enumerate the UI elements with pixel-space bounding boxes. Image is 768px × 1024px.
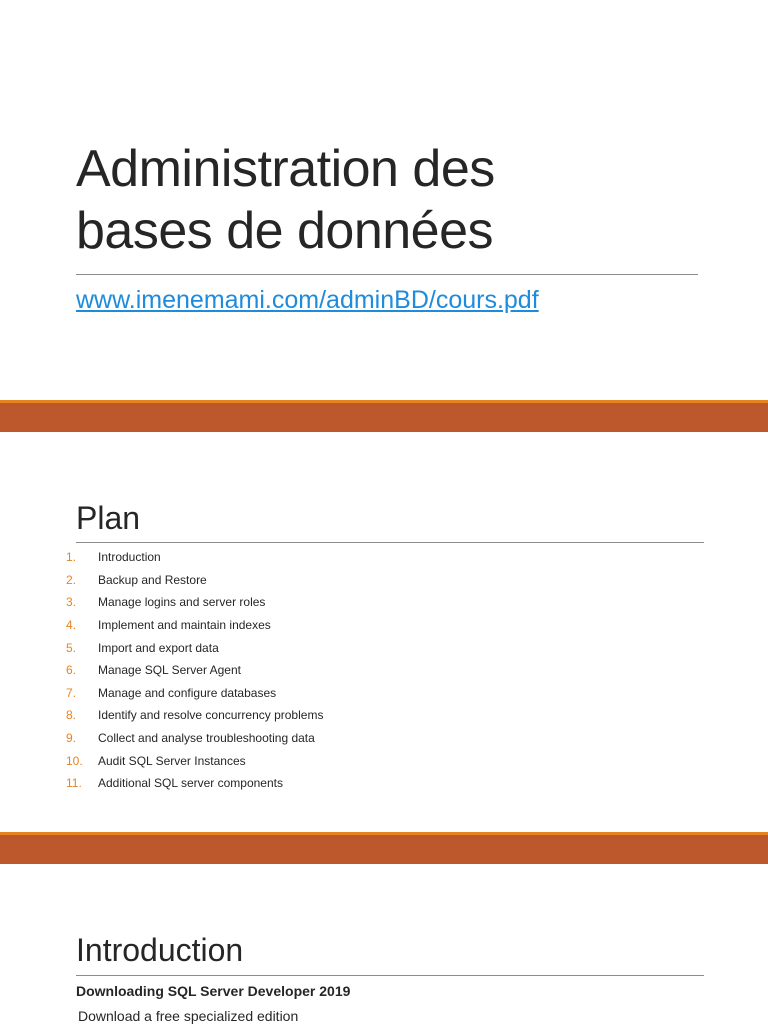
plan-item-number: 8.: [66, 708, 77, 723]
plan-item-label: Manage logins and server roles: [98, 595, 266, 610]
plan-item-number: 3.: [66, 595, 77, 610]
download-description: Download a free specialized edition: [78, 1008, 299, 1024]
title-slide: [0, 0, 768, 400]
slide-separator-band: [0, 400, 768, 432]
plan-item-number: 5.: [66, 640, 77, 655]
presentation-title: [76, 138, 495, 262]
plan-item-number: 4.: [66, 618, 77, 633]
plan-item-label: Manage SQL Server Agent: [98, 663, 241, 678]
plan-item: [66, 569, 323, 592]
slide-separator-band: [0, 832, 768, 864]
plan-list: [66, 546, 323, 795]
plan-item-number: 2.: [66, 572, 77, 587]
plan-item-label: Introduction: [98, 550, 161, 565]
plan-item: [66, 749, 323, 772]
plan-item-number: 11.: [66, 776, 82, 791]
plan-item: [66, 682, 323, 705]
plan-item: [66, 546, 323, 569]
plan-slide: [0, 432, 768, 832]
download-heading: Downloading SQL Server Developer 2019: [76, 983, 351, 999]
plan-item-label: Additional SQL server components: [98, 776, 283, 791]
plan-item-label: Audit SQL Server Instances: [98, 753, 246, 768]
plan-item-label: Identify and resolve concurrency problems: [98, 708, 324, 723]
course-pdf-link[interactable]: www.imenemami.com/adminBD/cours.pdf: [76, 286, 539, 314]
introduction-title: Introduction: [76, 932, 244, 968]
plan-item-label: Import and export data: [98, 640, 219, 655]
plan-item: [66, 614, 323, 637]
plan-item: [66, 636, 323, 659]
title-line-2: bases de données: [76, 202, 494, 260]
plan-item-number: 9.: [66, 731, 77, 746]
plan-item-label: Collect and analyse troubleshooting data: [98, 731, 315, 746]
plan-item-number: 1.: [66, 550, 77, 565]
plan-item: [66, 704, 323, 727]
plan-item-label: Manage and configure databases: [98, 685, 277, 700]
introduction-slide: [0, 864, 768, 1024]
plan-item-number: 7.: [66, 685, 77, 700]
plan-item-number: 10.: [66, 753, 83, 768]
plan-title-divider: [76, 542, 704, 543]
plan-title: Plan: [76, 500, 141, 536]
plan-item: [66, 659, 323, 682]
introduction-title-divider: [76, 975, 704, 976]
plan-item-label: Implement and maintain indexes: [98, 618, 271, 633]
plan-item: [66, 591, 323, 614]
title-divider: [76, 274, 698, 275]
plan-item-number: 6.: [66, 663, 77, 678]
plan-item-label: Backup and Restore: [98, 572, 207, 587]
plan-item: [66, 727, 323, 750]
title-line-1: Administration des: [76, 140, 495, 198]
plan-item: [66, 772, 323, 795]
